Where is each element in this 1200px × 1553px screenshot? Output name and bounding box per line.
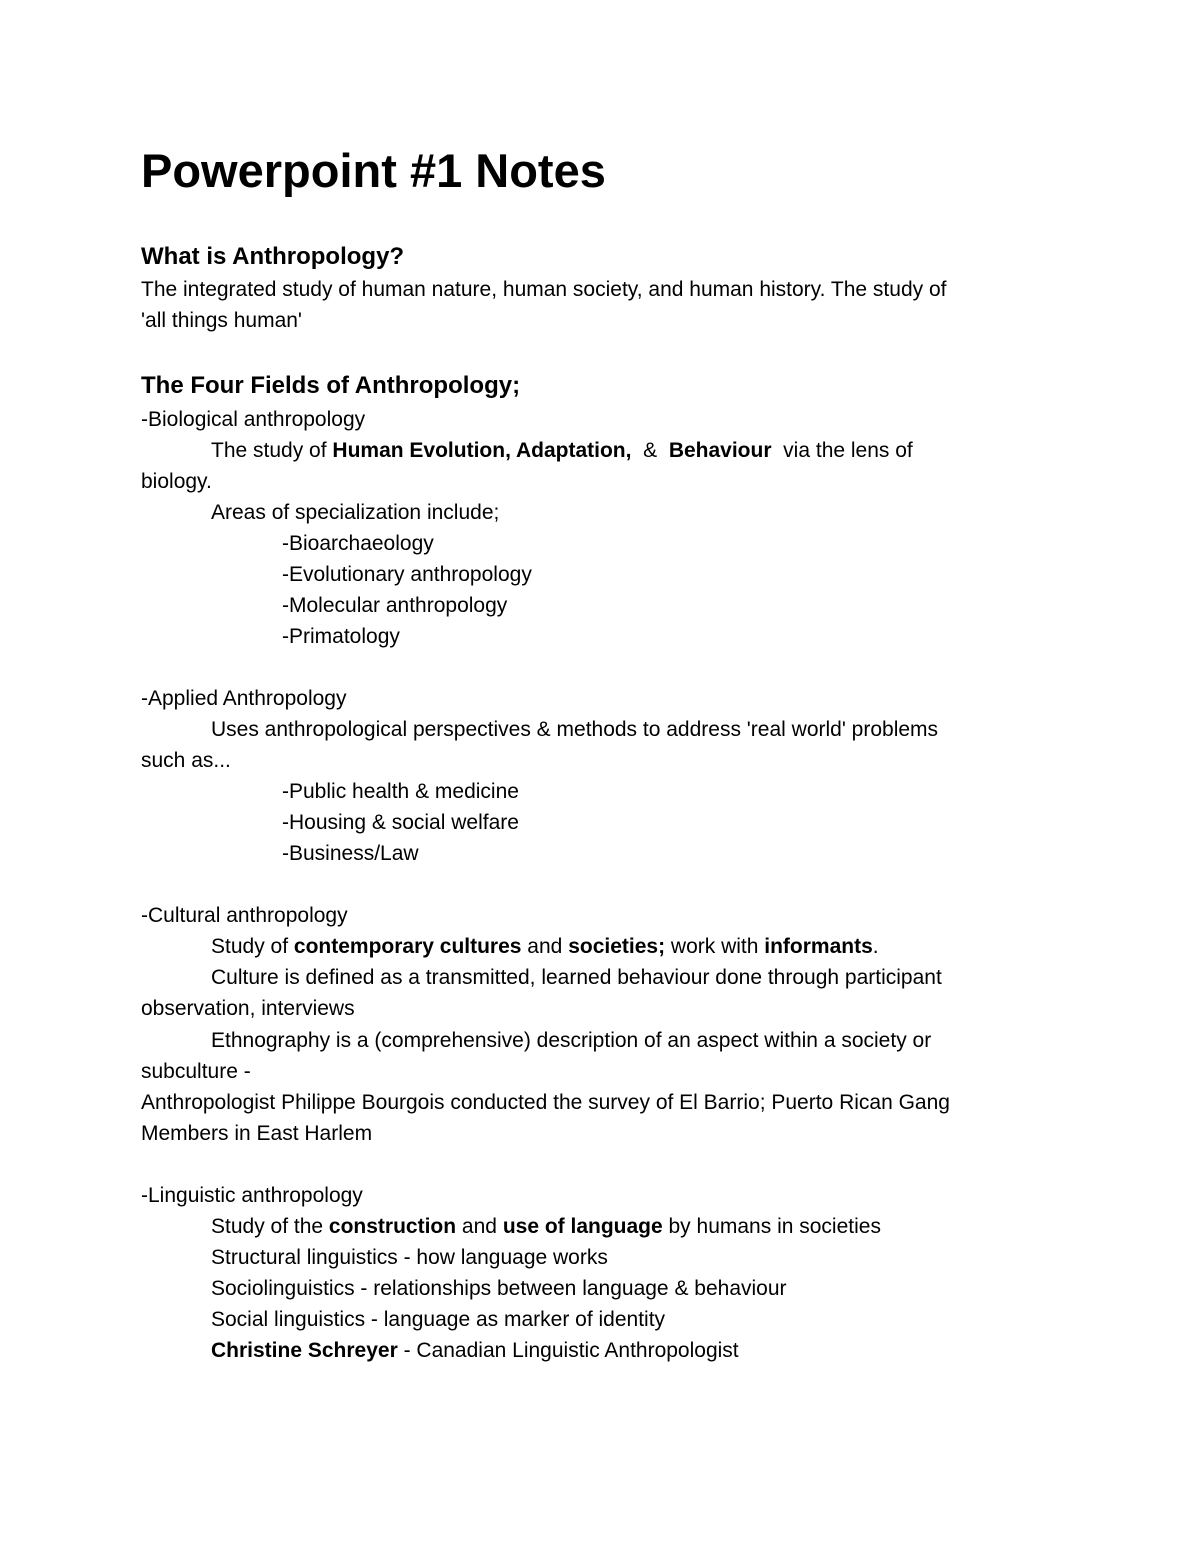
bold-run: use of language <box>502 1215 663 1238</box>
bold-run: contemporary cultures <box>293 935 522 958</box>
text-run: Study of the <box>211 1215 329 1238</box>
applied-desc-line-1: Uses anthropological perspectives & methods to address 'real world' problems <box>211 718 939 741</box>
biological-label: -Biological anthropology <box>141 408 366 431</box>
what-is-line-1: The integrated study of human nature, human society, and human history. The study of <box>141 278 947 301</box>
linguistic-label: -Linguistic anthropology <box>141 1184 363 1207</box>
biological-desc-line-1 <box>211 435 913 466</box>
linguistic-study-line <box>211 1211 881 1242</box>
culture-def-line-1: Culture is defined as a transmitted, learned behaviour done through participant <box>211 966 942 989</box>
text-run: & <box>631 439 669 462</box>
text-run: by humans in societies <box>662 1215 881 1238</box>
text-run: The study of <box>211 439 333 462</box>
cultural-study-line <box>211 931 879 962</box>
bold-run: informants <box>764 935 873 958</box>
person-name: Christine Schreyer <box>211 1339 398 1362</box>
applied-item: -Business/Law <box>282 842 419 865</box>
ethnography-line-1: Ethnography is a (comprehensive) description of an aspect within a society or <box>211 1029 932 1052</box>
bold-run: Behaviour <box>668 439 772 462</box>
biological-desc-line-2: biology. <box>141 470 212 493</box>
text-run: - Canadian Linguistic Anthropologist <box>397 1339 739 1362</box>
ethnography-line-2: subculture - <box>141 1060 251 1083</box>
social-linguistics-line: Social linguistics - language as marker of identity <box>211 1308 666 1331</box>
structural-linguistics-line: Structural linguistics - how language works <box>211 1246 608 1269</box>
four-fields-heading: The Four Fields of Anthropology; <box>141 372 521 399</box>
bold-run: Human Evolution, Adaptation, <box>332 439 632 462</box>
bourgois-line-2: Members in East Harlem <box>141 1122 373 1145</box>
text-run: via the lens of <box>771 439 913 462</box>
text-run: Study of <box>211 935 294 958</box>
applied-item: -Housing & social welfare <box>282 811 519 834</box>
bold-run: construction <box>328 1215 457 1238</box>
applied-item: -Public health & medicine <box>282 780 519 803</box>
text-run: and <box>521 935 569 958</box>
applied-desc-line-2: such as... <box>141 749 231 772</box>
schreyer-line <box>211 1335 739 1366</box>
applied-label: -Applied Anthropology <box>141 687 347 710</box>
area-item: -Molecular anthropology <box>282 594 508 617</box>
bold-run: societies; <box>568 935 666 958</box>
area-item: -Evolutionary anthropology <box>282 563 532 586</box>
area-item: -Bioarchaeology <box>282 532 434 555</box>
text-run: . <box>872 935 879 958</box>
text-run: and <box>456 1215 503 1238</box>
page-title: Powerpoint #1 Notes <box>141 144 606 197</box>
bourgois-line-1: Anthropologist Philippe Bourgois conducted the survey of El Barrio; Puerto Rican Gang <box>141 1091 950 1114</box>
area-item: -Primatology <box>282 625 400 648</box>
what-is-line-2: 'all things human' <box>141 309 302 332</box>
text-run: work with <box>665 935 765 958</box>
cultural-label: -Cultural anthropology <box>141 904 348 927</box>
sociolinguistics-line: Sociolinguistics - relationships between language & behaviour <box>211 1277 787 1300</box>
culture-def-line-2: observation, interviews <box>141 997 355 1020</box>
areas-label: Areas of specialization include; <box>211 501 500 524</box>
what-is-heading: What is Anthropology? <box>141 243 405 270</box>
